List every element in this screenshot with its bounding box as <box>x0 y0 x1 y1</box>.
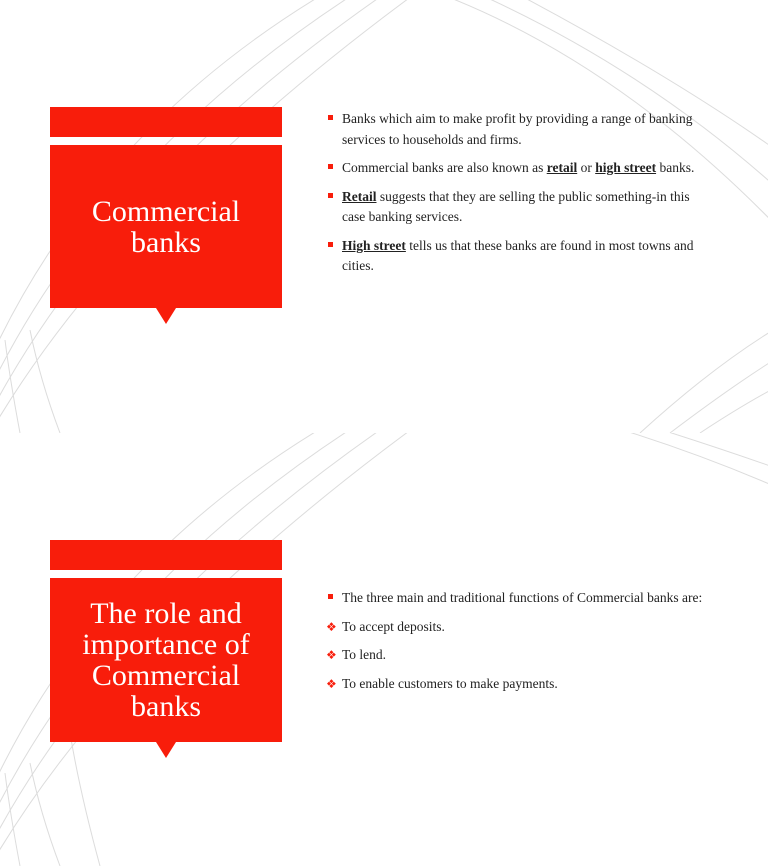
intro-text: The three main and traditional functions of Commercial banks are: <box>342 590 703 605</box>
function-item <box>326 674 710 695</box>
diamond-cluster-icon: ❖ <box>326 676 337 691</box>
bullet-text: suggests that they are selling the public something-in this case banking services. <box>342 188 690 224</box>
list-item <box>326 187 710 228</box>
title-pointer <box>156 742 176 758</box>
square-bullet-icon <box>328 164 333 169</box>
square-bullet-icon <box>328 115 333 120</box>
bullet-text: or <box>577 160 596 175</box>
square-bullet-icon <box>328 242 333 247</box>
title-accent-bar <box>50 540 282 570</box>
slide-title: Commercial banks <box>91 194 241 259</box>
list-item <box>326 236 710 277</box>
function-text: To accept deposits. <box>342 618 445 634</box>
function-text: To enable customers to make payments. <box>342 675 558 691</box>
bullet-list <box>326 109 710 285</box>
list-item <box>326 588 710 609</box>
bullet-text: Banks which aim to make profit by providing a range of banking services to households and firms. <box>342 111 693 147</box>
bullet-text: Commercial banks are also known as <box>342 160 547 175</box>
title-box <box>50 578 282 742</box>
bullet-text: tells us that these banks are found in most towns and cities. <box>342 237 694 273</box>
function-item <box>326 617 710 638</box>
list-item <box>326 109 710 150</box>
slide-role-importance <box>0 433 768 866</box>
diamond-cluster-icon: ❖ <box>326 648 337 662</box>
emphasized-term: High street <box>342 237 406 253</box>
bullet-text: banks. <box>656 160 695 175</box>
title-accent-bar <box>50 107 282 137</box>
title-pointer <box>156 308 176 324</box>
square-bullet-icon <box>328 594 333 599</box>
square-bullet-icon <box>328 193 333 198</box>
title-box <box>50 145 282 308</box>
diamond-cluster-icon: ❖ <box>326 619 337 634</box>
list-item <box>326 158 710 179</box>
bullet-list <box>326 588 710 702</box>
function-item <box>326 645 710 666</box>
emphasized-term: high street <box>595 160 657 175</box>
slide-title: The role and importance of Commercial banks <box>82 597 250 723</box>
emphasized-term: retail <box>546 160 578 175</box>
function-text: To lend. <box>342 647 387 662</box>
emphasized-term: Retail <box>342 188 377 204</box>
